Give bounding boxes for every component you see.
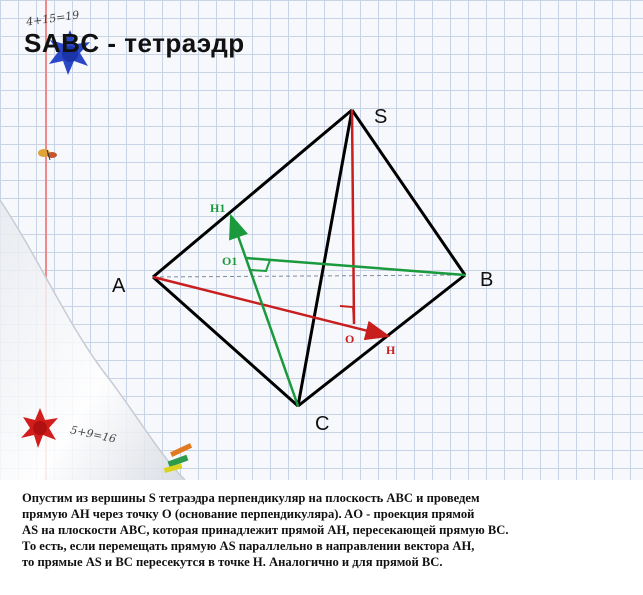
caption-line: Опустим из вершины S тетраэдра перпендикуляр на плоскость ABC и проведем bbox=[22, 491, 480, 505]
label-H1: H1 bbox=[210, 201, 226, 215]
right-angle-O bbox=[340, 306, 354, 321]
edge-SB bbox=[352, 110, 465, 275]
line-O1B bbox=[246, 258, 465, 275]
explanation-text bbox=[22, 490, 637, 570]
caption-line: то прямые AS и BC пересекутся в точке H. Аналогично и для прямой BC. bbox=[22, 555, 443, 569]
label-C: C bbox=[315, 413, 330, 435]
page-title: SABC - тетраэдр bbox=[24, 28, 245, 58]
label-O: O bbox=[345, 332, 355, 346]
top-formula: 4+15=19 bbox=[25, 8, 81, 29]
height-SO bbox=[352, 110, 354, 324]
label-S: S bbox=[374, 106, 388, 128]
caption-line: AS на плоскости ABC, которая принадлежит прямой AH, пересекающей прямую BC. bbox=[22, 523, 509, 537]
caption-line: То есть, если перемещать прямую AS параллельно в направлении вектора AH, bbox=[22, 539, 475, 553]
bottom-formula: 5+9=16 bbox=[69, 423, 118, 446]
label-H: H bbox=[386, 343, 396, 357]
edge-BC bbox=[298, 275, 465, 406]
edge-SA bbox=[153, 110, 352, 277]
edge-AB-hidden bbox=[153, 275, 465, 277]
caption-line: прямую AH через точку O (основание перпендикуляра). AO - проекция прямой bbox=[22, 507, 475, 521]
label-A: A bbox=[112, 275, 126, 297]
label-B: B bbox=[480, 269, 494, 291]
label-O1: O1 bbox=[222, 254, 238, 268]
edge-SC bbox=[298, 110, 355, 406]
right-angle-O1 bbox=[250, 260, 270, 271]
